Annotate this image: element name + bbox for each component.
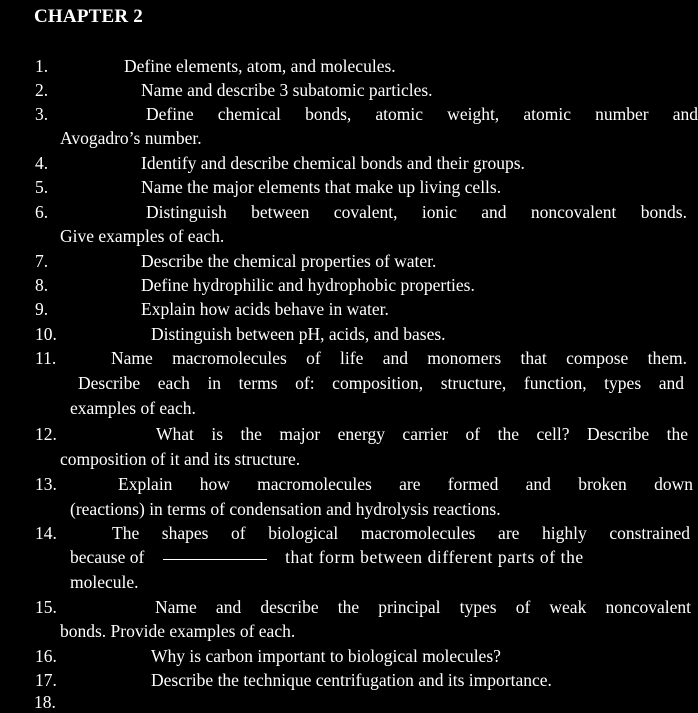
item-number: 17. xyxy=(35,670,57,690)
fill-in-line xyxy=(70,547,690,568)
item-text: Describe the technique centrifugation and its importance. xyxy=(151,670,552,690)
cut-off-item-number: 18. xyxy=(34,692,56,712)
item-text: Name macromolecules of life and monomers that compose them. xyxy=(111,348,687,368)
item-text: composition of it and its structure. xyxy=(60,449,301,469)
item-text: bonds. Provide examples of each. xyxy=(60,621,296,641)
item-text: Distinguish between covalent, ionic and noncovalent bonds. xyxy=(146,202,687,222)
item-number: 9. xyxy=(35,299,49,319)
item-text: Explain how acids behave in water. xyxy=(141,299,389,319)
chapter-title: CHAPTER 2 xyxy=(34,6,143,27)
item-text: Define elements, atom, and molecules. xyxy=(124,56,396,76)
item-text: Identify and describe chemical bonds and their groups. xyxy=(141,153,525,173)
item-number: 3. xyxy=(35,104,49,124)
item-number: 2. xyxy=(35,80,49,100)
item-number: 4. xyxy=(35,153,49,173)
item-text: Why is carbon important to biological molecules? xyxy=(151,646,501,666)
item-text: Name the major elements that make up living cells. xyxy=(141,177,502,197)
item-number: 5. xyxy=(35,177,49,197)
item-text: Give examples of each. xyxy=(60,226,225,246)
item-number: 12. xyxy=(35,424,57,444)
item-number: 15. xyxy=(35,597,57,617)
item-number: 8. xyxy=(35,275,49,295)
item-text: examples of each. xyxy=(70,398,196,418)
item-text: What is the major energy carrier of the cell? Describe the xyxy=(156,424,688,444)
item-number: 11. xyxy=(35,348,57,368)
fill-in-before: because of xyxy=(70,547,145,567)
item-text: Describe each in terms of: composition, structure, function, types and xyxy=(78,373,684,393)
item-text: (reactions) in terms of condensation and hydrolysis reactions. xyxy=(70,499,501,519)
item-text: Name and describe 3 subatomic particles. xyxy=(141,80,433,100)
item-text: Define hydrophilic and hydrophobic properties. xyxy=(141,275,475,295)
item-number: 1. xyxy=(35,56,49,76)
item-number: 13. xyxy=(35,474,57,494)
item-text: Describe the chemical properties of water. xyxy=(141,251,437,271)
item-text: molecule. xyxy=(70,572,139,592)
item-text: Name and describe the principal types of weak noncovalent xyxy=(155,597,691,617)
item-text: Explain how macromolecules are formed and broken down xyxy=(118,474,693,494)
item-text: Distinguish between pH, acids, and bases. xyxy=(151,324,446,344)
item-text: Define chemical bonds, atomic weight, atomic number and xyxy=(146,104,698,124)
item-number: 7. xyxy=(35,251,49,271)
item-text: Avogadro’s number. xyxy=(60,128,202,148)
item-number: 14. xyxy=(35,523,57,543)
answer-blank[interactable] xyxy=(163,558,267,560)
fill-in-after: that form between different parts of the xyxy=(285,547,584,567)
item-number: 10. xyxy=(35,324,57,344)
item-number: 16. xyxy=(35,646,57,666)
item-number: 6. xyxy=(35,202,49,222)
item-text: The shapes of biological macromolecules are highly constrained xyxy=(112,523,690,543)
